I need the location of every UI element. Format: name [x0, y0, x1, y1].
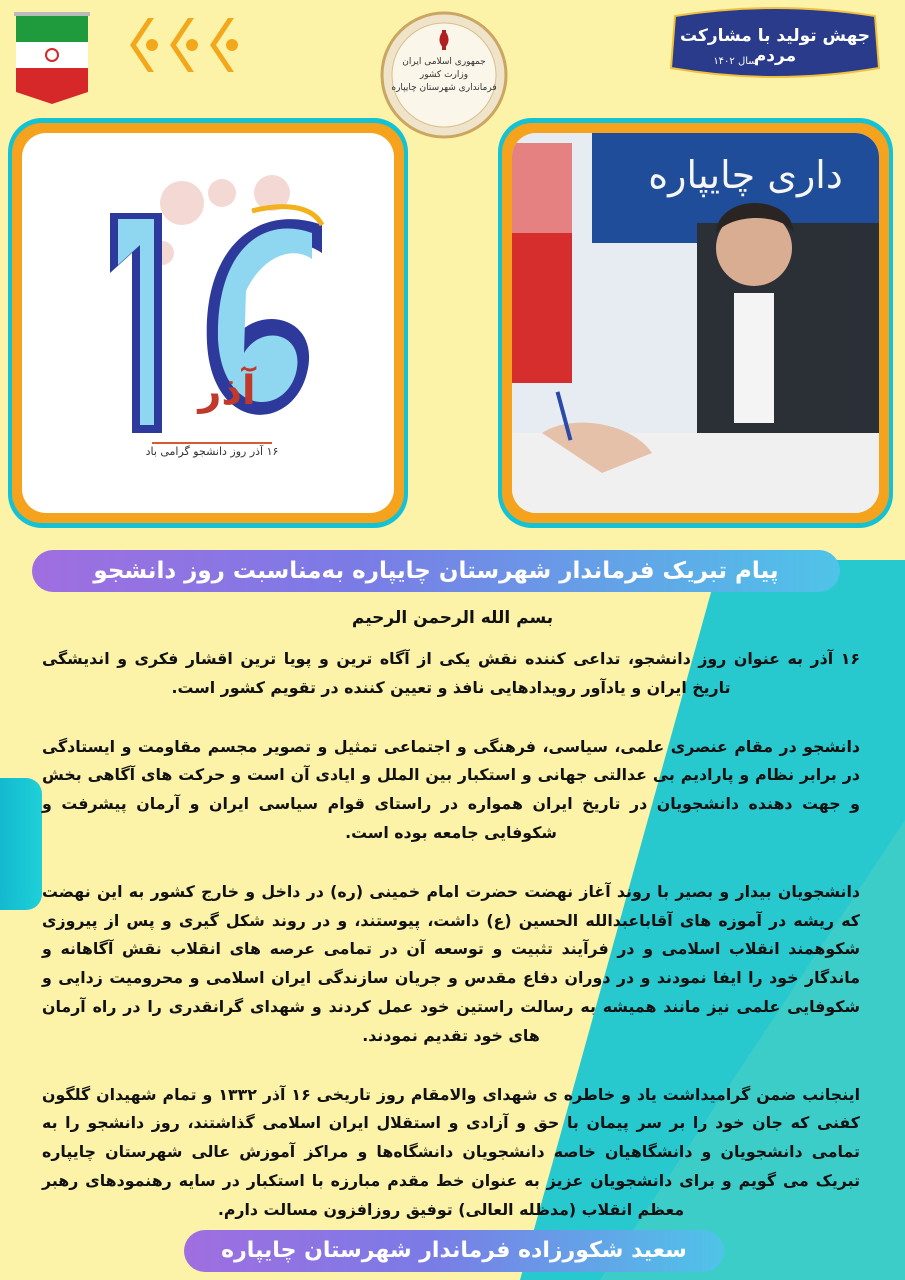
- signature: سعید شکورزاده فرماندار شهرستان چایپاره: [184, 1230, 724, 1272]
- seal-line-3: فرمانداری شهرستان چایپاره: [391, 83, 497, 93]
- iran-flag-icon: [14, 12, 90, 107]
- paragraph-4: اینجانب ضمن گرامیداشت یاد و خاطره ی شهدای والامقام روز تاریخی ۱۶ آذر ۱۳۳۲ و تمام شهیدان گلگون کفنی که جان خود را بر سر پیمان با حق و آزادی و استقلال ایران اسلامی گذاشتند، روز دانشجو را به تمامی دانشجویان و دانشگاهیان خاصه دانشجویان دانشگاه‌ها و مراکز آموزش عالی شهرستان چایپاره تبریک می گویم و برای دانشجویان عزیز به عنوان خط مقدم مبارزه با استکبار در سایه رهنمودهای رهبر معظم انقلاب (مدظله العالی) توفیق روزافزون مسالت دارم.: [42, 1084, 860, 1219]
- paragraph-3: دانشجویان بیدار و بصیر با روند آغاز نهضت حضرت امام خمینی (ره) در داخل و خارج کشور به این نهضت که ریشه در آموزه های آقاباعبدالله الحسین (ع) داشت، پیوستند، و در روند شکل گیری و پس از پیروزی شکوهمند انقلاب اسلامی و در فرآیند تثبیت و توسعه آن در تمامی عرصه های انقلاب نقش آگاهانه و ماندگار خود را ایفا نمودند و در دوران دفاع مقدس و جریان سازندگی ایران اسلامی و محرومیت زدایی و شکوفایی علمی نیز مانند همیشه به رسالت راستین خود عمل کردند و شهدای گرانقدری را در راه آرمان های خود تقدیم نمودند.: [42, 881, 860, 1045]
- student-day-poster: [22, 133, 394, 513]
- message-title: پیام تبریک فرماندار شهرستان چایپاره به‌مناسبت روز دانشجو: [32, 550, 840, 592]
- side-decoration-tab: [0, 778, 42, 910]
- photo-wall-text: داری چایپاره: [648, 153, 843, 197]
- bismillah-heading: بسم الله الرحمن الرحیم: [351, 608, 554, 628]
- decorative-chevrons: [122, 14, 252, 76]
- seal-line-1: جمهوری اسلامی ایران: [402, 57, 486, 67]
- campaign-badge: [665, 6, 885, 86]
- poster-month: آذر: [198, 368, 256, 414]
- seal-line-2: وزارت کشور: [419, 70, 469, 80]
- paragraph-2: دانشجو در مقام عنصری علمی، سیاسی، فرهنگی و اجتماعی تمثیل و تصویر مجسم مقاومت و ایستادگی در برابر نظام و پارادیم بی عدالتی جهانی و استکبار بین الملل و ایادی آن است و حرکت های آگاهی بخش و جهت دهنده دانشجویان در تاریخ ایران همواره در راستای قوام سیاسی ایران و آرمان پیشرفت و شکوفایی جامعه بوده است.: [42, 736, 860, 842]
- governor-photo: [512, 133, 879, 513]
- paragraph-1: ۱۶ آذر به عنوان روز دانشجو، تداعی کننده نقش یکی از آگاه ترین و پویا ترین اقشار فکری و اندیشگی تاریخ ایران و یادآور رویدادهایی نافذ و تعیین کننده در تقویم کشور است.: [42, 649, 860, 697]
- campaign-text: جهش تولید با مشارکت مردم: [679, 26, 871, 66]
- message-body: [42, 645, 860, 1255]
- poster-caption: ۱۶ آذر روز دانشجو گرامی باد: [145, 445, 279, 458]
- campaign-year: سال ۱۴۰۲: [713, 56, 757, 67]
